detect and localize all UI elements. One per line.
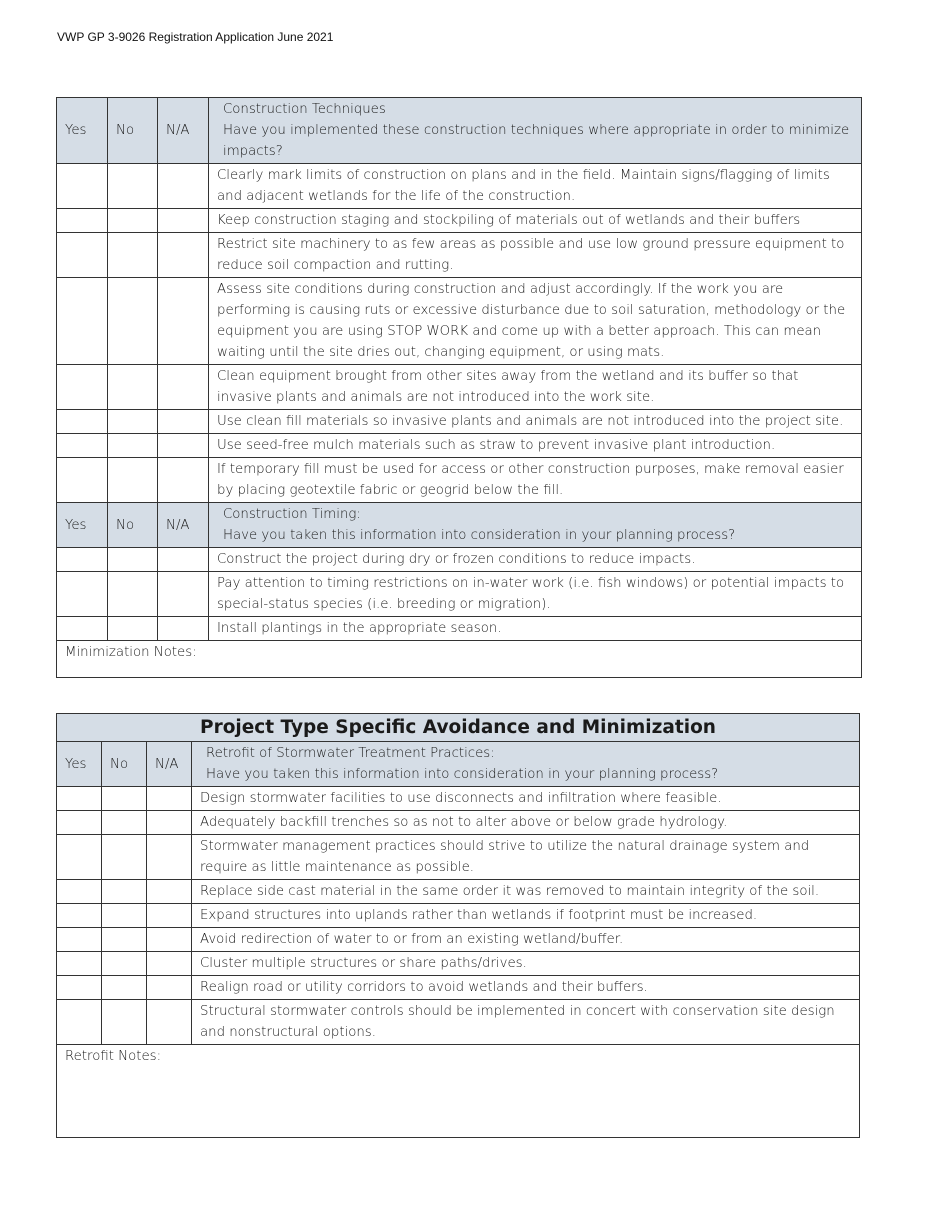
no-checkbox-cell[interactable]	[102, 1000, 147, 1045]
no-checkbox-cell[interactable]	[102, 811, 147, 835]
checklist-row	[57, 1000, 860, 1045]
checklist-item-text: Clean equipment brought from other sites away from the wetland and its buffer so that invasive plants and animals are not introduced into the work site.	[209, 365, 862, 410]
checklist-row	[57, 458, 862, 503]
checklist-item-text: Adequately backfill trenches so as not to alter above or below grade hydrology.	[192, 811, 860, 835]
na-checkbox-cell[interactable]	[147, 811, 192, 835]
no-checkbox-cell[interactable]	[108, 617, 158, 641]
no-checkbox-cell[interactable]	[102, 928, 147, 952]
na-checkbox-cell[interactable]	[147, 904, 192, 928]
checklist-item-text: Assess site conditions during construction and adjust accordingly. If the work you are performing is causing ruts or excessive disturbance due to soil saturation, methodology or the equipment you are using STOP WORK and come up with a better approach. This can mean waiting until the site dries out, changing equipment, or using mats.	[209, 278, 862, 365]
checklist-item-text: If temporary fill must be used for access or other construction purposes, make removal easier by placing geotextile fabric or geogrid below the fill.	[209, 458, 862, 503]
checklist-row	[57, 880, 860, 904]
na-checkbox-cell[interactable]	[147, 976, 192, 1000]
checklist-item-text: Replace side cast material in the same order it was removed to maintain integrity of the soil.	[192, 880, 860, 904]
checklist-row	[57, 835, 860, 880]
minimization-notes-label: Minimization Notes:	[65, 645, 197, 660]
minimization-notes-row	[57, 641, 862, 678]
retrofit-notes-field[interactable]	[57, 1045, 860, 1138]
table-title: Project Type Specific Avoidance and Minimization	[57, 714, 860, 742]
section-header-row	[57, 98, 862, 164]
no-checkbox-cell[interactable]	[102, 835, 147, 880]
table-title-row	[57, 714, 860, 742]
na-checkbox-cell[interactable]	[147, 952, 192, 976]
na-column-header: N/A	[158, 503, 209, 548]
section-question: Have you taken this information into consideration in your planning process?	[206, 767, 719, 782]
na-checkbox-cell[interactable]	[158, 233, 209, 278]
section-question: Have you taken this information into consideration in your planning process?	[223, 528, 736, 543]
checklist-row	[57, 617, 862, 641]
section-question-cell	[192, 742, 860, 787]
section-title: Retrofit of Stormwater Treatment Practices:	[206, 746, 495, 761]
na-checkbox-cell[interactable]	[147, 1000, 192, 1045]
na-checkbox-cell[interactable]	[158, 278, 209, 365]
section-header-row	[57, 503, 862, 548]
checklist-row	[57, 928, 860, 952]
checklist-item-text: Clearly mark limits of construction on plans and in the field. Maintain signs/flagging of limits and adjacent wetlands for the life of the construction.	[209, 164, 862, 209]
no-checkbox-cell[interactable]	[108, 548, 158, 572]
checklist-row	[57, 434, 862, 458]
checklist-row	[57, 233, 862, 278]
construction-minimization-table	[56, 97, 862, 678]
section-title: Construction Timing:	[223, 507, 361, 522]
checklist-item-text: Stormwater management practices should strive to utilize the natural drainage system and require as little maintenance as possible.	[192, 835, 860, 880]
checklist-row	[57, 787, 860, 811]
checklist-row	[57, 278, 862, 365]
yes-checkbox-cell[interactable]	[57, 458, 108, 503]
no-checkbox-cell[interactable]	[102, 904, 147, 928]
na-checkbox-cell[interactable]	[147, 928, 192, 952]
no-column-header: No	[108, 503, 158, 548]
yes-checkbox-cell[interactable]	[57, 209, 108, 233]
no-checkbox-cell[interactable]	[108, 209, 158, 233]
na-checkbox-cell[interactable]	[158, 209, 209, 233]
checklist-row	[57, 164, 862, 209]
no-checkbox-cell[interactable]	[108, 164, 158, 209]
retrofit-notes-row	[57, 1045, 860, 1138]
na-checkbox-cell[interactable]	[158, 365, 209, 410]
section-question-cell	[209, 503, 862, 548]
document-header: VWP GP 3-9026 Registration Application June 2021	[57, 30, 334, 44]
checklist-item-text: Keep construction staging and stockpiling of materials out of wetlands and their buffers	[209, 209, 862, 233]
checklist-item-text: Realign road or utility corridors to avoid wetlands and their buffers.	[192, 976, 860, 1000]
no-checkbox-cell[interactable]	[108, 278, 158, 365]
checklist-item-text: Design stormwater facilities to use disconnects and infiltration where feasible.	[192, 787, 860, 811]
checklist-item-text: Use seed-free mulch materials such as straw to prevent invasive plant introduction.	[209, 434, 862, 458]
checklist-row	[57, 209, 862, 233]
checklist-row	[57, 904, 860, 928]
na-checkbox-cell[interactable]	[158, 434, 209, 458]
yes-checkbox-cell[interactable]	[57, 787, 102, 811]
no-column-header: No	[102, 742, 147, 787]
checklist-row	[57, 572, 862, 617]
yes-checkbox-cell[interactable]	[57, 1000, 102, 1045]
yes-checkbox-cell[interactable]	[57, 617, 108, 641]
na-checkbox-cell[interactable]	[158, 164, 209, 209]
na-column-header: N/A	[147, 742, 192, 787]
yes-column-header: Yes	[57, 742, 102, 787]
yes-checkbox-cell[interactable]	[57, 410, 108, 434]
no-checkbox-cell[interactable]	[102, 880, 147, 904]
na-checkbox-cell[interactable]	[158, 572, 209, 617]
project-type-table	[56, 713, 860, 1138]
yes-column-header: Yes	[57, 503, 108, 548]
na-checkbox-cell[interactable]	[147, 880, 192, 904]
yes-checkbox-cell[interactable]	[57, 164, 108, 209]
yes-checkbox-cell[interactable]	[57, 835, 102, 880]
yes-checkbox-cell[interactable]	[57, 976, 102, 1000]
yes-checkbox-cell[interactable]	[57, 278, 108, 365]
na-checkbox-cell[interactable]	[158, 548, 209, 572]
yes-checkbox-cell[interactable]	[57, 233, 108, 278]
checklist-item-text: Cluster multiple structures or share paths/drives.	[192, 952, 860, 976]
na-checkbox-cell[interactable]	[158, 410, 209, 434]
yes-checkbox-cell[interactable]	[57, 811, 102, 835]
yes-checkbox-cell[interactable]	[57, 434, 108, 458]
retrofit-notes-label: Retrofit Notes:	[65, 1049, 162, 1064]
checklist-item-text: Restrict site machinery to as few areas as possible and use low ground pressure equipment to reduce soil compaction and rutting.	[209, 233, 862, 278]
minimization-notes-field[interactable]	[57, 641, 862, 678]
checklist-item-text: Pay attention to timing restrictions on in-water work (i.e. fish windows) or potential impacts to special-status species (i.e. breeding or migration).	[209, 572, 862, 617]
section-question-cell	[209, 98, 862, 164]
yes-checkbox-cell[interactable]	[57, 880, 102, 904]
checklist-row	[57, 811, 860, 835]
no-checkbox-cell[interactable]	[108, 365, 158, 410]
yes-checkbox-cell[interactable]	[57, 952, 102, 976]
checklist-item-text: Structural stormwater controls should be implemented in concert with conservation site design and nonstructural options.	[192, 1000, 860, 1045]
no-column-header: No	[108, 98, 158, 164]
checklist-item-text: Avoid redirection of water to or from an existing wetland/buffer.	[192, 928, 860, 952]
no-checkbox-cell[interactable]	[108, 572, 158, 617]
checklist-item-text: Construct the project during dry or frozen conditions to reduce impacts.	[209, 548, 862, 572]
no-checkbox-cell[interactable]	[108, 458, 158, 503]
checklist-row	[57, 410, 862, 434]
checklist-row	[57, 976, 860, 1000]
yes-checkbox-cell[interactable]	[57, 928, 102, 952]
na-column-header: N/A	[158, 98, 209, 164]
checklist-item-text: Install plantings in the appropriate season.	[209, 617, 862, 641]
no-checkbox-cell[interactable]	[102, 787, 147, 811]
no-checkbox-cell[interactable]	[108, 434, 158, 458]
na-checkbox-cell[interactable]	[158, 458, 209, 503]
na-checkbox-cell[interactable]	[158, 617, 209, 641]
no-checkbox-cell[interactable]	[108, 410, 158, 434]
checklist-row	[57, 548, 862, 572]
no-checkbox-cell[interactable]	[102, 952, 147, 976]
na-checkbox-cell[interactable]	[147, 835, 192, 880]
checklist-row	[57, 952, 860, 976]
no-checkbox-cell[interactable]	[102, 976, 147, 1000]
checklist-item-text: Use clean fill materials so invasive plants and animals are not introduced into the project site.	[209, 410, 862, 434]
yes-checkbox-cell[interactable]	[57, 548, 108, 572]
yes-checkbox-cell[interactable]	[57, 904, 102, 928]
section-question: Have you implemented these construction techniques where appropriate in order to minimize impacts?	[223, 123, 850, 159]
section-header-row	[57, 742, 860, 787]
checklist-row	[57, 365, 862, 410]
section-title: Construction Techniques	[223, 102, 386, 117]
yes-column-header: Yes	[57, 98, 108, 164]
na-checkbox-cell[interactable]	[147, 787, 192, 811]
yes-checkbox-cell[interactable]	[57, 365, 108, 410]
checklist-item-text: Expand structures into uplands rather than wetlands if footprint must be increased.	[192, 904, 860, 928]
yes-checkbox-cell[interactable]	[57, 572, 108, 617]
no-checkbox-cell[interactable]	[108, 233, 158, 278]
